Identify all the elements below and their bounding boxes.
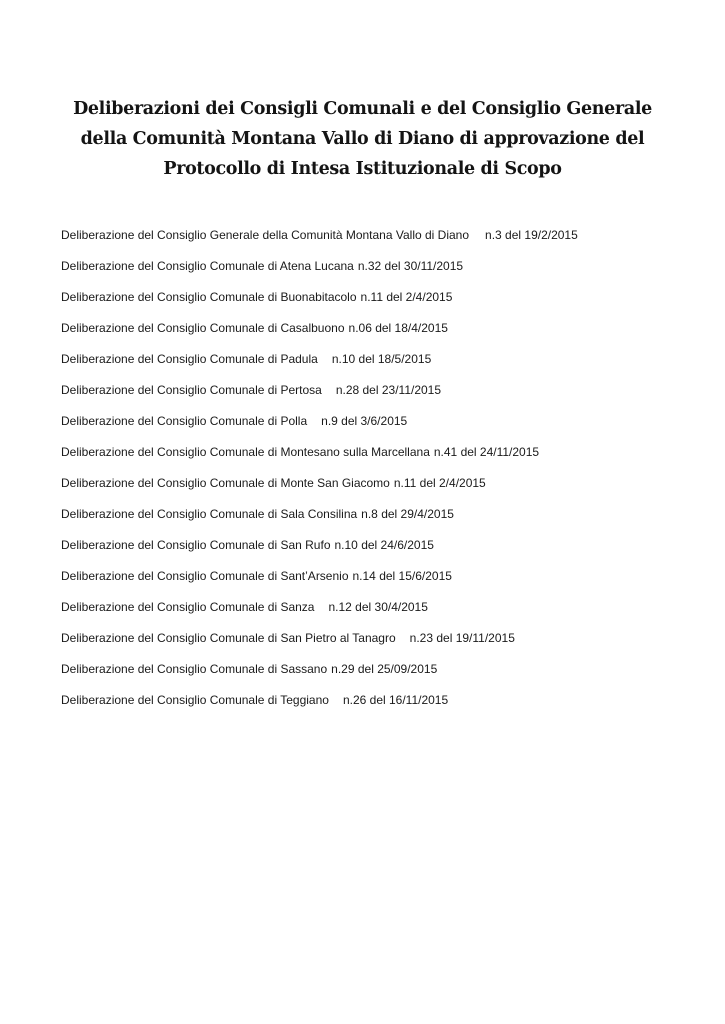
deliberation-body: Deliberazione del Consiglio Comunale di Buonabitacolo: [61, 290, 357, 304]
list-item: [61, 566, 681, 597]
deliberation-ref: n.23 del 19/11/2015: [409, 631, 515, 645]
deliberation-ref: n.8 del 29/4/2015: [361, 507, 454, 521]
deliberation-ref: n.29 del 25/09/2015: [331, 662, 438, 676]
deliberation-ref: n.28 del 23/11/2015: [335, 383, 442, 397]
list-item: [61, 690, 681, 721]
deliberation-body: Deliberazione del Consiglio Comunale di Atena Lucana: [61, 259, 354, 273]
list-item: [61, 535, 681, 566]
deliberation-ref: n.3 del 19/2/2015: [485, 228, 578, 242]
list-item: [61, 287, 681, 318]
list-item: [61, 318, 681, 349]
deliberation-body: Deliberazione del Consiglio Comunale di Teggiano: [61, 693, 329, 707]
list-item: [61, 504, 681, 535]
deliberation-body: Deliberazione del Consiglio Generale della Comunità Montana Vallo di Diano: [61, 228, 470, 242]
deliberation-ref: n.11 del 2/4/2015: [393, 476, 486, 490]
list-item: [61, 628, 681, 659]
deliberation-ref: n.11 del 2/4/2015: [360, 290, 453, 304]
deliberation-ref: n.41 del 24/11/2015: [433, 445, 540, 459]
deliberation-ref: n.26 del 16/11/2015: [342, 693, 449, 707]
deliberation-body: Deliberazione del Consiglio Comunale di Montesano sulla Marcellana: [61, 445, 430, 459]
deliberation-body: Deliberazione del Consiglio Comunale di Sala Consilina: [61, 507, 358, 521]
list-item: [61, 380, 681, 411]
deliberation-body: Deliberazione del Consiglio Comunale di Pertosa: [61, 383, 322, 397]
list-item: [61, 473, 681, 504]
deliberation-ref: n.06 del 18/4/2015: [348, 321, 448, 335]
title-line: Protocollo di Intesa Istituzionale di Scopo: [163, 159, 562, 179]
deliberation-body: Deliberazione del Consiglio Comunale di Sanza: [61, 600, 315, 614]
deliberation-ref: n.12 del 30/4/2015: [328, 600, 428, 614]
deliberation-body: Deliberazione del Consiglio Comunale di Sassano: [61, 662, 328, 676]
list-item: [61, 349, 681, 380]
deliberation-body: Deliberazione del Consiglio Comunale di San Pietro al Tanagro: [61, 631, 396, 645]
list-item: [61, 411, 681, 442]
title-line: della Comunità Montana Vallo di Diano di approvazione del: [80, 129, 645, 149]
list-item: [61, 225, 681, 256]
title-line: Deliberazioni dei Consigli Comunali e del Consiglio Generale: [73, 99, 652, 119]
deliberation-body: Deliberazione del Consiglio Comunale di Casalbuono: [61, 321, 345, 335]
deliberation-list: [61, 225, 681, 721]
list-item: [61, 659, 681, 690]
deliberation-ref: n.10 del 18/5/2015: [331, 352, 432, 366]
deliberation-ref: n.14 del 15/6/2015: [352, 569, 452, 583]
list-item: [61, 256, 681, 287]
deliberation-body: Deliberazione del Consiglio Comunale di San Rufo: [61, 538, 331, 552]
deliberation-body: Deliberazione del Consiglio Comunale di Monte San Giacomo: [61, 476, 390, 490]
page-title: [40, 94, 685, 184]
deliberation-body: Deliberazione del Consiglio Comunale di Polla: [61, 414, 308, 428]
deliberation-body: Deliberazione del Consiglio Comunale di Padula: [61, 352, 318, 366]
list-item: [61, 442, 681, 473]
deliberation-ref: n.9 del 3/6/2015: [321, 414, 408, 428]
deliberation-ref: n.32 del 30/11/2015: [357, 259, 464, 273]
list-item: [61, 597, 681, 628]
deliberation-body: Deliberazione del Consiglio Comunale di Sant’Arsenio: [61, 569, 349, 583]
deliberation-ref: n.10 del 24/6/2015: [334, 538, 434, 552]
